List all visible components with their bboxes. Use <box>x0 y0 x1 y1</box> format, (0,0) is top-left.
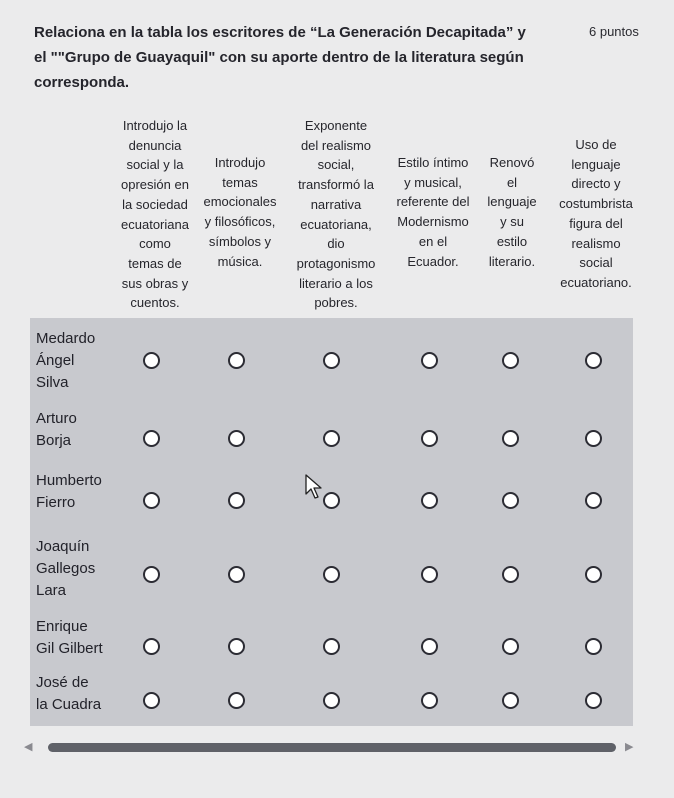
row-label-line: Borja <box>36 432 72 449</box>
row-label <box>36 672 101 716</box>
radio-button[interactable] <box>502 430 519 447</box>
row-label-line: Gallegos <box>36 560 96 577</box>
column-header-line: emocionales <box>203 194 277 210</box>
radio-button[interactable] <box>228 492 245 509</box>
column-header-line: pobres. <box>314 295 358 311</box>
radio-button[interactable] <box>323 352 340 369</box>
column-header-line: narrativa <box>310 196 362 212</box>
row-label <box>36 328 95 394</box>
column-header-line: literario. <box>488 253 536 269</box>
radio-button[interactable] <box>502 492 519 509</box>
table-row <box>30 462 633 528</box>
column-header-line: costumbrista <box>559 196 633 212</box>
column-header-line: literario a los <box>299 275 373 291</box>
row-label-line: Medardo <box>36 330 96 347</box>
radio-button[interactable] <box>323 566 340 583</box>
column-header-line: Introdujo <box>214 155 266 170</box>
column-header-line: como <box>139 236 171 252</box>
radio-button[interactable] <box>421 352 438 369</box>
question-text: Relaciona en la tabla los escritores de “La Generación Decapitada” y el ""Grupo de Guayaquil" con su aporte dentro de la literatura según corresponda. <box>34 24 526 91</box>
column-header-line: opresión en <box>121 177 189 193</box>
radio-button[interactable] <box>502 692 519 709</box>
column-header-line: estilo <box>496 233 528 249</box>
column-header-line: directo y <box>571 176 621 192</box>
radio-button[interactable] <box>585 430 602 447</box>
radio-button[interactable] <box>228 352 245 369</box>
row-label-line: José de <box>36 674 89 691</box>
radio-button[interactable] <box>143 638 160 655</box>
table-row <box>30 396 633 462</box>
radio-button[interactable] <box>585 566 602 583</box>
column-header-line: ecuatoriana <box>121 216 189 232</box>
column-header-line: ecuatoriano. <box>560 274 632 290</box>
column-header-line: el <box>506 174 518 190</box>
radio-button[interactable] <box>585 352 602 369</box>
scroll-left-arrow[interactable]: ◀ <box>24 741 33 753</box>
row-label-line: Gil Gilbert <box>36 640 103 657</box>
column-header-line: lenguaje <box>571 156 621 172</box>
row-label-line: Humberto <box>36 472 102 489</box>
row-label-line: Lara <box>36 582 67 599</box>
column-header-line: sus obras y <box>121 275 189 291</box>
column-header-line: cuentos. <box>130 295 180 311</box>
row-label-line: la Cuadra <box>36 696 102 713</box>
column-header-line: dio <box>327 236 345 252</box>
mouse-cursor-icon <box>305 474 327 500</box>
column-header-line: música. <box>217 253 263 269</box>
column-header-line: Uso de <box>575 137 617 152</box>
column-header-line: y filosóficos, <box>204 214 276 230</box>
column-header-line: del realismo <box>300 137 372 153</box>
radio-button[interactable] <box>502 638 519 655</box>
radio-button[interactable] <box>502 566 519 583</box>
column-header-line: social <box>579 255 613 271</box>
radio-button[interactable] <box>143 430 160 447</box>
column-header-line: y musical, <box>404 174 462 190</box>
column-header-line: social, <box>317 157 355 173</box>
row-label <box>36 408 77 452</box>
answer-grid <box>30 318 633 726</box>
row-label <box>36 616 103 660</box>
column-header-line: realismo <box>571 235 621 251</box>
column-header-line: Estilo íntimo <box>397 155 469 170</box>
table-row <box>30 670 633 726</box>
radio-button[interactable] <box>143 566 160 583</box>
radio-button[interactable] <box>228 566 245 583</box>
column-header-line: referente del <box>396 194 470 210</box>
table-row <box>30 528 633 608</box>
column-header-line: Ecuador. <box>407 253 459 269</box>
column-header-line: temas <box>222 174 258 190</box>
column-header-line: Introdujo la <box>122 118 188 133</box>
radio-button[interactable] <box>228 638 245 655</box>
row-label <box>36 470 102 514</box>
radio-button[interactable] <box>585 638 602 655</box>
radio-button[interactable] <box>421 566 438 583</box>
radio-button[interactable] <box>323 430 340 447</box>
radio-button[interactable] <box>585 492 602 509</box>
radio-button[interactable] <box>421 638 438 655</box>
radio-button[interactable] <box>228 692 245 709</box>
scroll-right-arrow[interactable]: ▶ <box>625 741 634 753</box>
table-row <box>30 608 633 670</box>
radio-button[interactable] <box>585 692 602 709</box>
column-header-line: figura del <box>569 215 623 231</box>
column-header-line: Renovó <box>489 155 535 170</box>
row-label-line: Fierro <box>36 494 76 511</box>
radio-button[interactable] <box>421 692 438 709</box>
column-header-line: símbolos y <box>208 233 272 249</box>
radio-button[interactable] <box>421 492 438 509</box>
column-header-line: lenguaje <box>487 194 537 210</box>
radio-button[interactable] <box>228 430 245 447</box>
radio-button[interactable] <box>323 638 340 655</box>
row-label-line: Joaquín <box>36 538 90 555</box>
column-header-line: ecuatoriana, <box>300 216 372 232</box>
column-header-line: transformó la <box>298 177 374 193</box>
column-header-line: Modernismo <box>397 214 469 230</box>
column-header-line: social y la <box>126 157 184 173</box>
radio-button[interactable] <box>143 692 160 709</box>
row-label-line: Ángel <box>36 352 75 369</box>
radio-button[interactable] <box>502 352 519 369</box>
radio-button[interactable] <box>143 492 160 509</box>
column-header-line: denuncia <box>128 137 182 153</box>
row-label-line: Silva <box>36 374 69 391</box>
radio-button[interactable] <box>323 692 340 709</box>
column-headers <box>0 0 674 320</box>
horizontal-scrollbar[interactable] <box>48 743 616 752</box>
column-header-6 <box>536 135 656 293</box>
column-header-line: y su <box>500 214 524 230</box>
points-label: 6 puntos <box>589 24 639 39</box>
radio-button[interactable] <box>421 430 438 447</box>
row-label-line: Enrique <box>36 618 88 635</box>
radio-button[interactable] <box>143 352 160 369</box>
column-header-line: Exponente <box>304 118 368 133</box>
column-header-line: la sociedad <box>122 196 188 212</box>
row-label <box>36 536 95 602</box>
column-header-line: protagonismo <box>296 255 376 271</box>
row-label-line: Arturo <box>36 410 77 427</box>
table-row <box>30 318 633 396</box>
column-header-line: temas de <box>128 255 182 271</box>
column-header-line: en el <box>418 233 448 249</box>
